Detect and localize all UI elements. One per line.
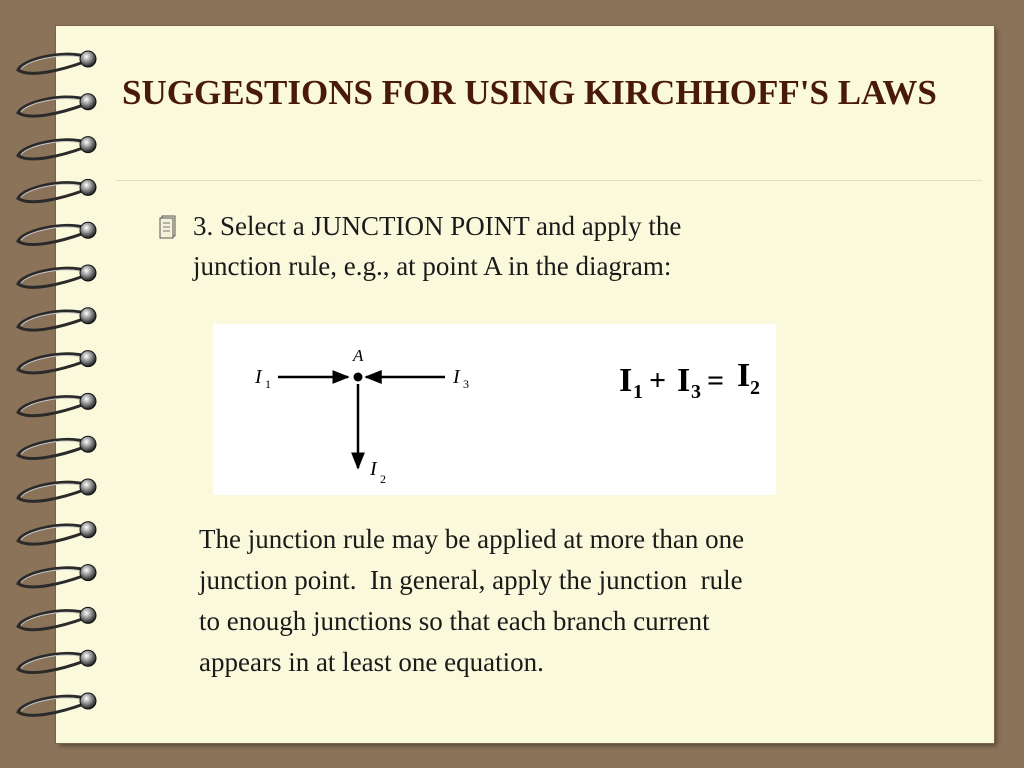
spiral-ring: [80, 222, 96, 238]
spiral-ring: [80, 137, 96, 153]
spiral-ring: [80, 565, 96, 581]
spiral-ring: [80, 94, 96, 110]
slide-title: SUGGESTIONS FOR USING KIRCHHOFF'S LAWS: [122, 73, 937, 112]
current-i3-label: I: [453, 366, 460, 388]
paragraph-line-3: to enough junctions so that each branch current: [199, 606, 710, 636]
equation-i1: I: [619, 362, 633, 399]
equation-i2-sub: 2: [750, 377, 760, 399]
spiral-ring: [80, 351, 96, 367]
equation-i3: I: [677, 362, 691, 399]
spiral-ring: [80, 479, 96, 495]
spiral-ring: [80, 607, 96, 623]
equation-i3-sub: 3: [691, 381, 701, 403]
title-divider: [116, 180, 982, 181]
spiral-ring: [80, 308, 96, 324]
junction-diagram: [213, 324, 776, 495]
spiral-ring: [80, 522, 96, 538]
bullet-line-1: 3. Select a JUNCTION POINT and apply the: [193, 211, 682, 241]
current-i2-label: I: [370, 458, 377, 480]
equation-equals: =: [707, 364, 725, 397]
node-label: A: [353, 346, 364, 365]
paragraph-line-2: junction point. In general, apply the junction rule: [199, 565, 743, 595]
equation-i1-sub: 1: [633, 381, 643, 403]
bullet-line-2: junction rule, e.g., at point A in the diagram:: [193, 251, 672, 281]
spiral-ring: [80, 693, 96, 709]
junction-node: [354, 373, 363, 382]
current-i1-label: I: [255, 366, 262, 388]
spiral-ring: [80, 265, 96, 281]
spiral-ring: [80, 650, 96, 666]
paragraph-line-4: appears in at least one equation.: [199, 647, 544, 677]
paragraph-line-1: The junction rule may be applied at more than one: [199, 524, 745, 554]
explanation-paragraph: [199, 519, 899, 683]
spiral-ring: [80, 179, 96, 195]
current-i3-sub: 3: [463, 377, 469, 391]
spiral-ring: [80, 51, 96, 67]
current-i2-sub: 2: [380, 472, 386, 486]
equation-plus: +: [649, 364, 667, 397]
bullet-text: [193, 206, 893, 286]
spiral-ring: [80, 436, 96, 452]
current-i1-sub: 1: [265, 377, 271, 391]
spiral-binding-icon: [0, 0, 110, 768]
notebook-bullet-icon: [158, 213, 178, 241]
spiral-ring: [80, 393, 96, 409]
equation-i2: I: [737, 357, 751, 394]
